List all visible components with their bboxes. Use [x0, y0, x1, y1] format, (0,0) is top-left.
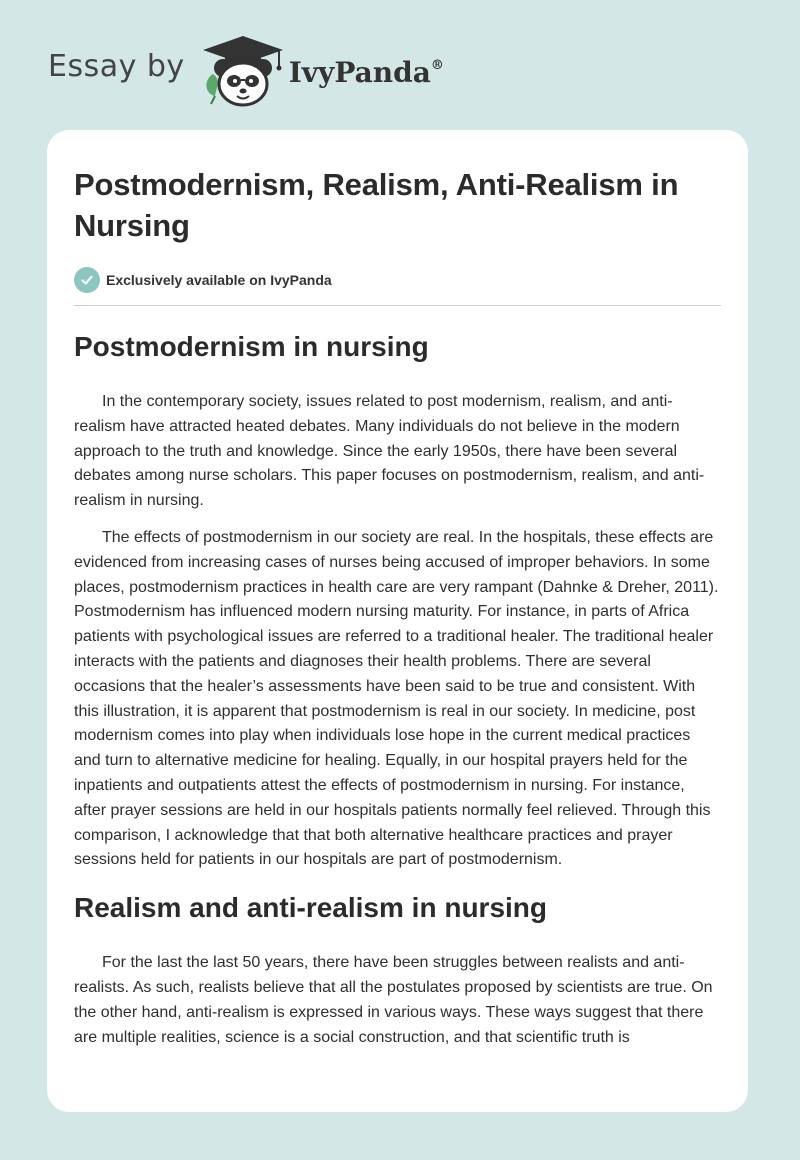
panda-graduate-logo-icon [199, 34, 287, 108]
checkmark-icon [74, 267, 100, 293]
essay-by-label: Essay by [48, 48, 185, 84]
registered-mark: ® [430, 57, 444, 73]
exclusive-badge-label: Exclusively available on IvyPanda [106, 272, 332, 288]
site-header [48, 34, 444, 108]
paragraph: In the contemporary society, issues related to post modernism, realism, and anti-realism have attracted heated debates. Many individuals do not believe in the modern approach to the truth and knowledge. Since the early 1950s, there have been several debates among nurse scholars. This paper focuses on postmodernism, realism, and anti-realism in nursing. [74, 393, 705, 510]
article-title: Postmodernism, Realism, Anti-Realism in Nursing [74, 167, 679, 243]
paragraph: The effects of postmodernism in our society are real. In the hospitals, these effects are evidenced from increasing cases of nurses being accused of improper behaviors. In some places, postmodernism practices in health care are very rampant (Dahnke & Dreher, 2011). Postmodernism has influenced modern nursing maturity. For instance, in parts of Africa patients with psychological issues are referred to a traditional healer. The traditional healer interacts with the patients and diagnoses their health problems. There are several occasions that the healer’s assessments have been said to be true and consistent. With this illustration, it is apparent that postmodernism is real in our society. In medicine, post modernism comes into play when individuals lose hope in the current medical practices and turn to alternative medicine for healing. Equally, in our hospital prayers held for the inpatients and outpatients attest the effects of postmodernism in nursing. For instance, after prayer sessions are held in our hospitals patients normally feel relieved. Through this comparison, I acknowledge that that both alternative healthcare practices and prayer sessions held for patients in our hospitals are part of postmodernism. [74, 528, 719, 869]
article-card [47, 130, 748, 1112]
brand-name[interactable] [289, 56, 444, 89]
exclusive-badge [74, 267, 721, 293]
paragraph: For the last the last 50 years, there have been struggles between realists and anti-realists. As such, realists believe that all the postulates proposed by scientists are true. On the other hand, anti-realism is expressed in various ways. These ways suggest that there are multiple realities, science is a social construction, and that scientific truth is [74, 954, 713, 1046]
section-heading: Realism and anti-realism in nursing [74, 892, 548, 924]
brand-label: IvyPanda [288, 55, 431, 89]
title-divider [74, 305, 721, 306]
section-heading: Postmodernism in nursing [74, 331, 429, 362]
